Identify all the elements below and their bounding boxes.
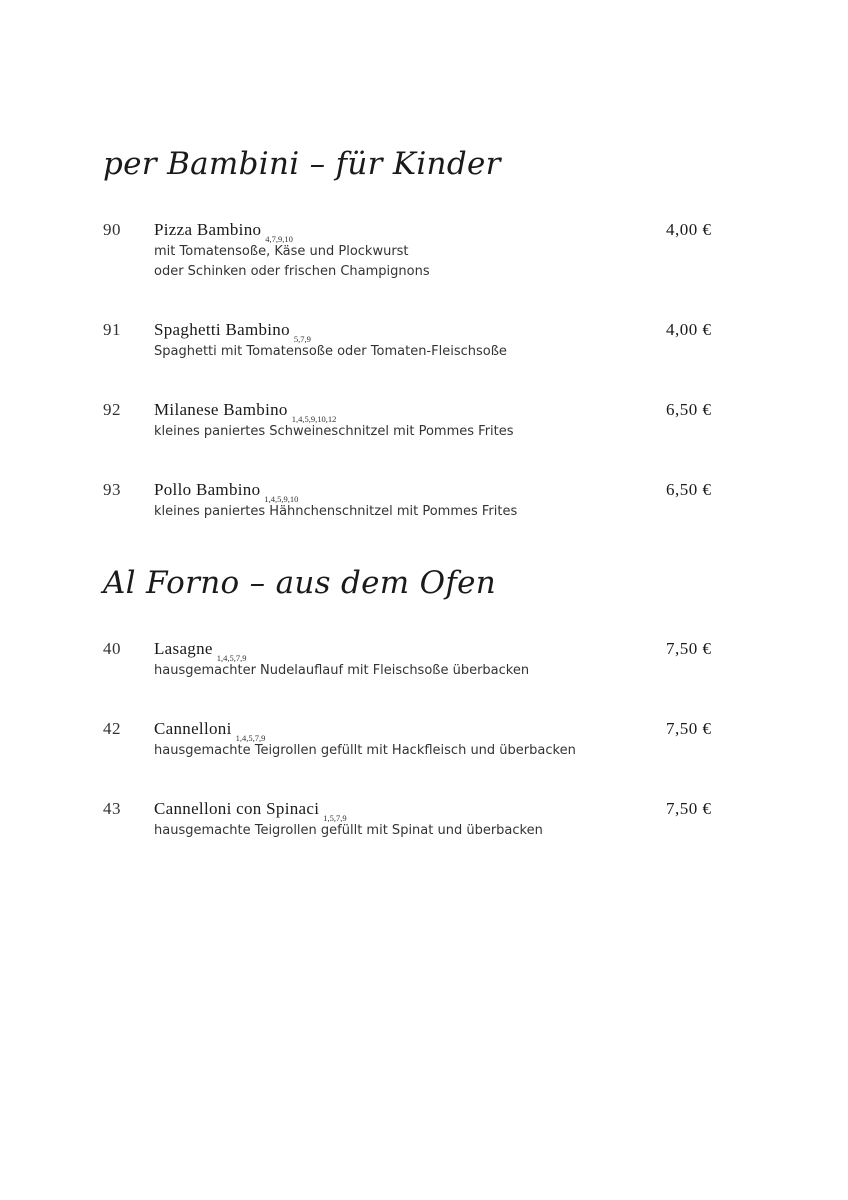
item-name-line [154,400,336,424]
item-description [154,242,430,282]
menu-item [0,639,848,699]
item-description [154,741,576,761]
menu-item [0,480,848,540]
section-title-ofen: Al Forno – aus dem Ofen [103,565,497,601]
item-allergens: 5,7,9 [293,334,311,344]
menu-item [0,400,848,460]
item-price: 7,50 € [666,719,712,738]
item-price: 7,50 € [666,799,712,818]
item-number: 91 [103,320,121,339]
menu-item [0,719,848,779]
item-name: Pizza Bambino [154,220,262,239]
item-description-line: kleines paniertes Schweineschnitzel mit Pommes Frites [154,424,514,439]
item-number: 92 [103,400,121,419]
item-price: 4,00 € [666,320,712,339]
item-name-line [154,220,293,244]
item-name-line [154,719,265,743]
item-price: 6,50 € [666,400,712,419]
item-name-line [154,320,311,344]
item-name: Pollo Bambino [154,480,261,499]
item-number: 43 [103,799,121,818]
item-description-line: oder Schinken oder frischen Champignons [154,264,430,279]
item-name-line [154,480,298,504]
item-description [154,502,517,522]
item-allergens: 1,5,7,9 [323,813,347,823]
item-description-line: Spaghetti mit Tomatensoße oder Tomaten-Fleischsoße [154,344,507,359]
item-description [154,821,543,841]
item-description-line: mit Tomatensoße, Käse und Plockwurst [154,244,409,259]
section-title-kinder: per Bambini – für Kinder [103,146,501,182]
item-price: 6,50 € [666,480,712,499]
item-number: 40 [103,639,121,658]
item-name: Cannelloni con Spinaci [154,799,320,818]
item-allergens: 1,4,5,9,10,12 [291,414,337,424]
item-description-line: kleines paniertes Hähnchenschnitzel mit Pommes Frites [154,504,518,519]
item-name: Milanese Bambino [154,400,288,419]
menu-item [0,320,848,380]
item-name-line [154,799,347,823]
item-description [154,342,507,362]
item-allergens: 4,7,9,10 [265,234,293,244]
item-description-line: hausgemachter Nudelauflauf mit Fleischsoße überbacken [154,663,530,678]
item-name: Lasagne [154,639,213,658]
item-description [154,422,514,442]
item-description-line: hausgemachte Teigrollen gefüllt mit Spinat und überbacken [154,823,543,838]
item-price: 7,50 € [666,639,712,658]
item-name: Spaghetti Bambino [154,320,290,339]
item-description [154,661,529,681]
menu-item [0,220,848,280]
item-allergens: 1,4,5,9,10 [264,494,299,504]
item-allergens: 1,4,5,7,9 [235,733,266,743]
item-name-line [154,639,247,663]
item-number: 90 [103,220,121,239]
item-description-line: hausgemachte Teigrollen gefüllt mit Hackfleisch und überbacken [154,743,576,758]
item-name: Cannelloni [154,719,232,738]
item-allergens: 1,4,5,7,9 [216,653,247,663]
item-number: 93 [103,480,121,499]
menu-item [0,799,848,859]
item-price: 4,00 € [666,220,712,239]
item-number: 42 [103,719,121,738]
